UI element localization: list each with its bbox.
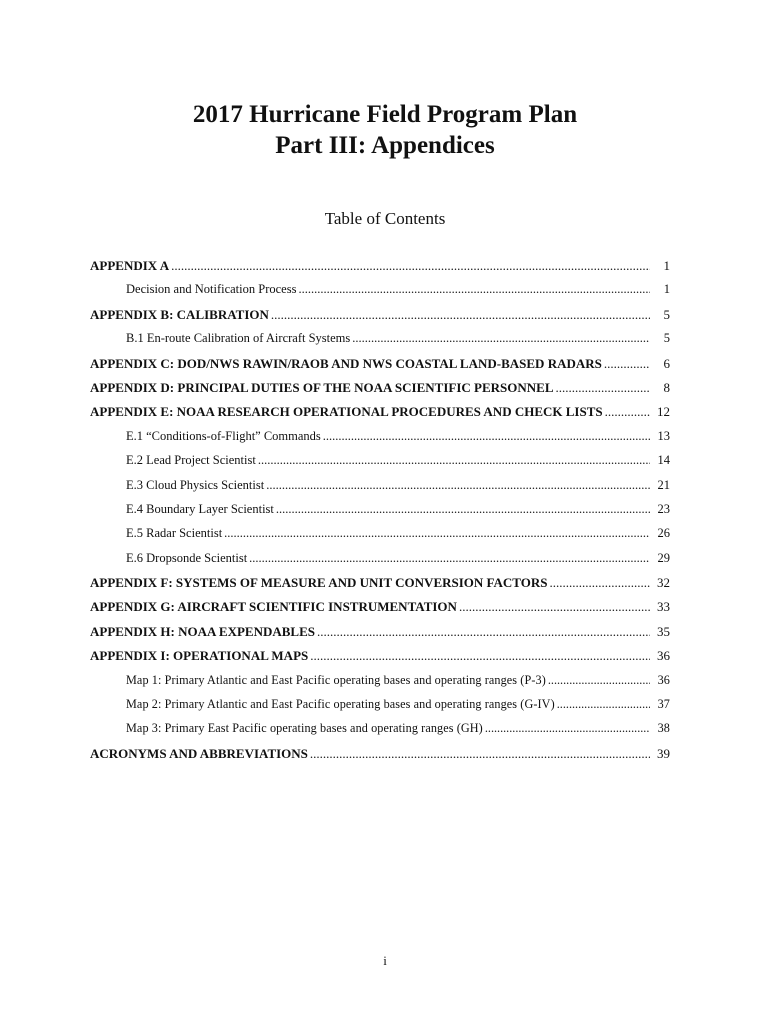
- toc-entry-page: 1: [663, 282, 670, 297]
- toc-entry-label: E.6 Dropsonde Scientist: [126, 550, 248, 565]
- toc-entry[interactable]: [90, 356, 670, 380]
- dot-leader: [298, 282, 650, 297]
- dot-leader: [276, 502, 650, 517]
- table-of-contents: [90, 258, 670, 770]
- dot-leader: [549, 575, 650, 591]
- toc-entry-label: E.3 Cloud Physics Scientist: [126, 477, 265, 492]
- toc-entry-page: 21: [657, 477, 670, 492]
- toc-entry[interactable]: [90, 478, 670, 502]
- toc-entry-label: APPENDIX B: CALIBRATION: [90, 306, 269, 322]
- dot-leader: [548, 673, 650, 688]
- toc-entry[interactable]: [90, 331, 670, 355]
- toc-entry-label: APPENDIX H: NOAA EXPENDABLES: [90, 623, 315, 639]
- toc-entry-page: 36: [657, 672, 670, 687]
- dot-leader: [310, 648, 650, 664]
- toc-entry-label: APPENDIX A: [90, 258, 170, 273]
- dot-leader: [317, 624, 650, 640]
- dot-leader: [556, 380, 651, 396]
- dot-leader: [258, 453, 650, 468]
- dot-leader: [310, 746, 650, 762]
- toc-entry-label: E.5 Radar Scientist: [126, 526, 223, 541]
- toc-entry-page: 1: [663, 258, 670, 273]
- dot-leader: [557, 697, 650, 712]
- toc-entry[interactable]: [90, 404, 670, 428]
- dot-leader: [171, 258, 650, 274]
- toc-entry-page: 12: [657, 404, 670, 420]
- toc-entry-page: 5: [663, 331, 670, 346]
- toc-entry[interactable]: [90, 307, 670, 331]
- toc-entry-label: B.1 En-route Calibration of Aircraft Systems: [126, 331, 351, 346]
- dot-leader: [459, 599, 650, 615]
- toc-entry-page: 23: [657, 501, 670, 516]
- toc-entry-label: APPENDIX I: OPERATIONAL MAPS: [90, 648, 309, 664]
- toc-entry-page: 35: [657, 623, 670, 639]
- dot-leader: [224, 526, 650, 541]
- toc-entry-label: Decision and Notification Process: [126, 282, 297, 297]
- toc-entry-page: 26: [657, 526, 670, 541]
- dot-leader: [485, 721, 650, 736]
- page-number: i: [383, 953, 387, 968]
- toc-entry[interactable]: [90, 502, 670, 526]
- dot-leader: [323, 429, 650, 444]
- toc-entry-page: 36: [657, 648, 670, 664]
- toc-entry-page: 33: [657, 599, 670, 615]
- toc-entry-label: E.4 Boundary Layer Scientist: [126, 501, 274, 516]
- toc-entry[interactable]: [90, 429, 670, 453]
- toc-entry[interactable]: [90, 258, 670, 282]
- dot-leader: [604, 356, 650, 372]
- toc-entry-label: Map 2: Primary Atlantic and East Pacific operating bases and operating ranges (G-IV): [126, 697, 555, 712]
- toc-entry-page: 32: [657, 575, 670, 591]
- toc-entry[interactable]: [90, 551, 670, 575]
- document-title: 2017 Hurricane Field Program Plan: [192, 101, 578, 128]
- toc-entry-page: 5: [663, 306, 670, 322]
- toc-entry-label: APPENDIX D: PRINCIPAL DUTIES OF THE NOAA SCIENTIFIC PERSONNEL: [90, 379, 554, 395]
- toc-entry-label: E.2 Lead Project Scientist: [126, 453, 256, 468]
- toc-entry[interactable]: [90, 282, 670, 306]
- toc-entry[interactable]: [90, 453, 670, 477]
- toc-entry-label: APPENDIX G: AIRCRAFT SCIENTIFIC INSTRUMENTATION: [90, 599, 457, 615]
- dot-leader: [605, 404, 650, 420]
- toc-entry[interactable]: [90, 380, 670, 404]
- toc-entry-page: 8: [663, 379, 670, 395]
- dot-leader: [271, 307, 650, 323]
- toc-heading: Table of Contents: [324, 209, 446, 228]
- toc-entry-page: 13: [657, 428, 670, 443]
- toc-entry-label: APPENDIX C: DOD/NWS RAWIN/RAOB AND NWS COASTAL LAND-BASED RADARS: [90, 355, 602, 371]
- document-subtitle: Part III: Appendices: [275, 132, 495, 159]
- toc-entry-page: 6: [663, 355, 670, 371]
- toc-entry[interactable]: [90, 599, 670, 623]
- toc-entry[interactable]: [90, 721, 670, 745]
- toc-entry[interactable]: [90, 673, 670, 697]
- toc-entry[interactable]: [90, 648, 670, 672]
- toc-entry[interactable]: [90, 624, 670, 648]
- toc-entry[interactable]: [90, 697, 670, 721]
- toc-entry-label: ACRONYMS AND ABBREVIATIONS: [90, 745, 308, 761]
- toc-entry-label: Map 1: Primary Atlantic and East Pacific operating bases and operating ranges (P-3): [126, 672, 546, 687]
- toc-entry[interactable]: [90, 526, 670, 550]
- toc-entry[interactable]: [90, 746, 670, 770]
- toc-entry-page: 29: [657, 550, 670, 565]
- toc-entry-label: E.1 “Conditions-of-Flight” Commands: [126, 428, 321, 443]
- toc-entry-page: 38: [657, 721, 670, 736]
- toc-entry-label: Map 3: Primary East Pacific operating bases and operating ranges (GH): [126, 721, 483, 736]
- toc-entry-page: 14: [657, 453, 670, 468]
- toc-entry-page: 37: [657, 697, 670, 712]
- toc-entry-label: APPENDIX E: NOAA RESEARCH OPERATIONAL PROCEDURES AND CHECK LISTS: [90, 404, 603, 420]
- dot-leader: [352, 331, 650, 346]
- dot-leader: [266, 478, 650, 493]
- toc-entry[interactable]: [90, 575, 670, 599]
- toc-entry-page: 39: [657, 745, 670, 761]
- dot-leader: [249, 551, 650, 566]
- toc-entry-label: APPENDIX F: SYSTEMS OF MEASURE AND UNIT CONVERSION FACTORS: [90, 575, 548, 591]
